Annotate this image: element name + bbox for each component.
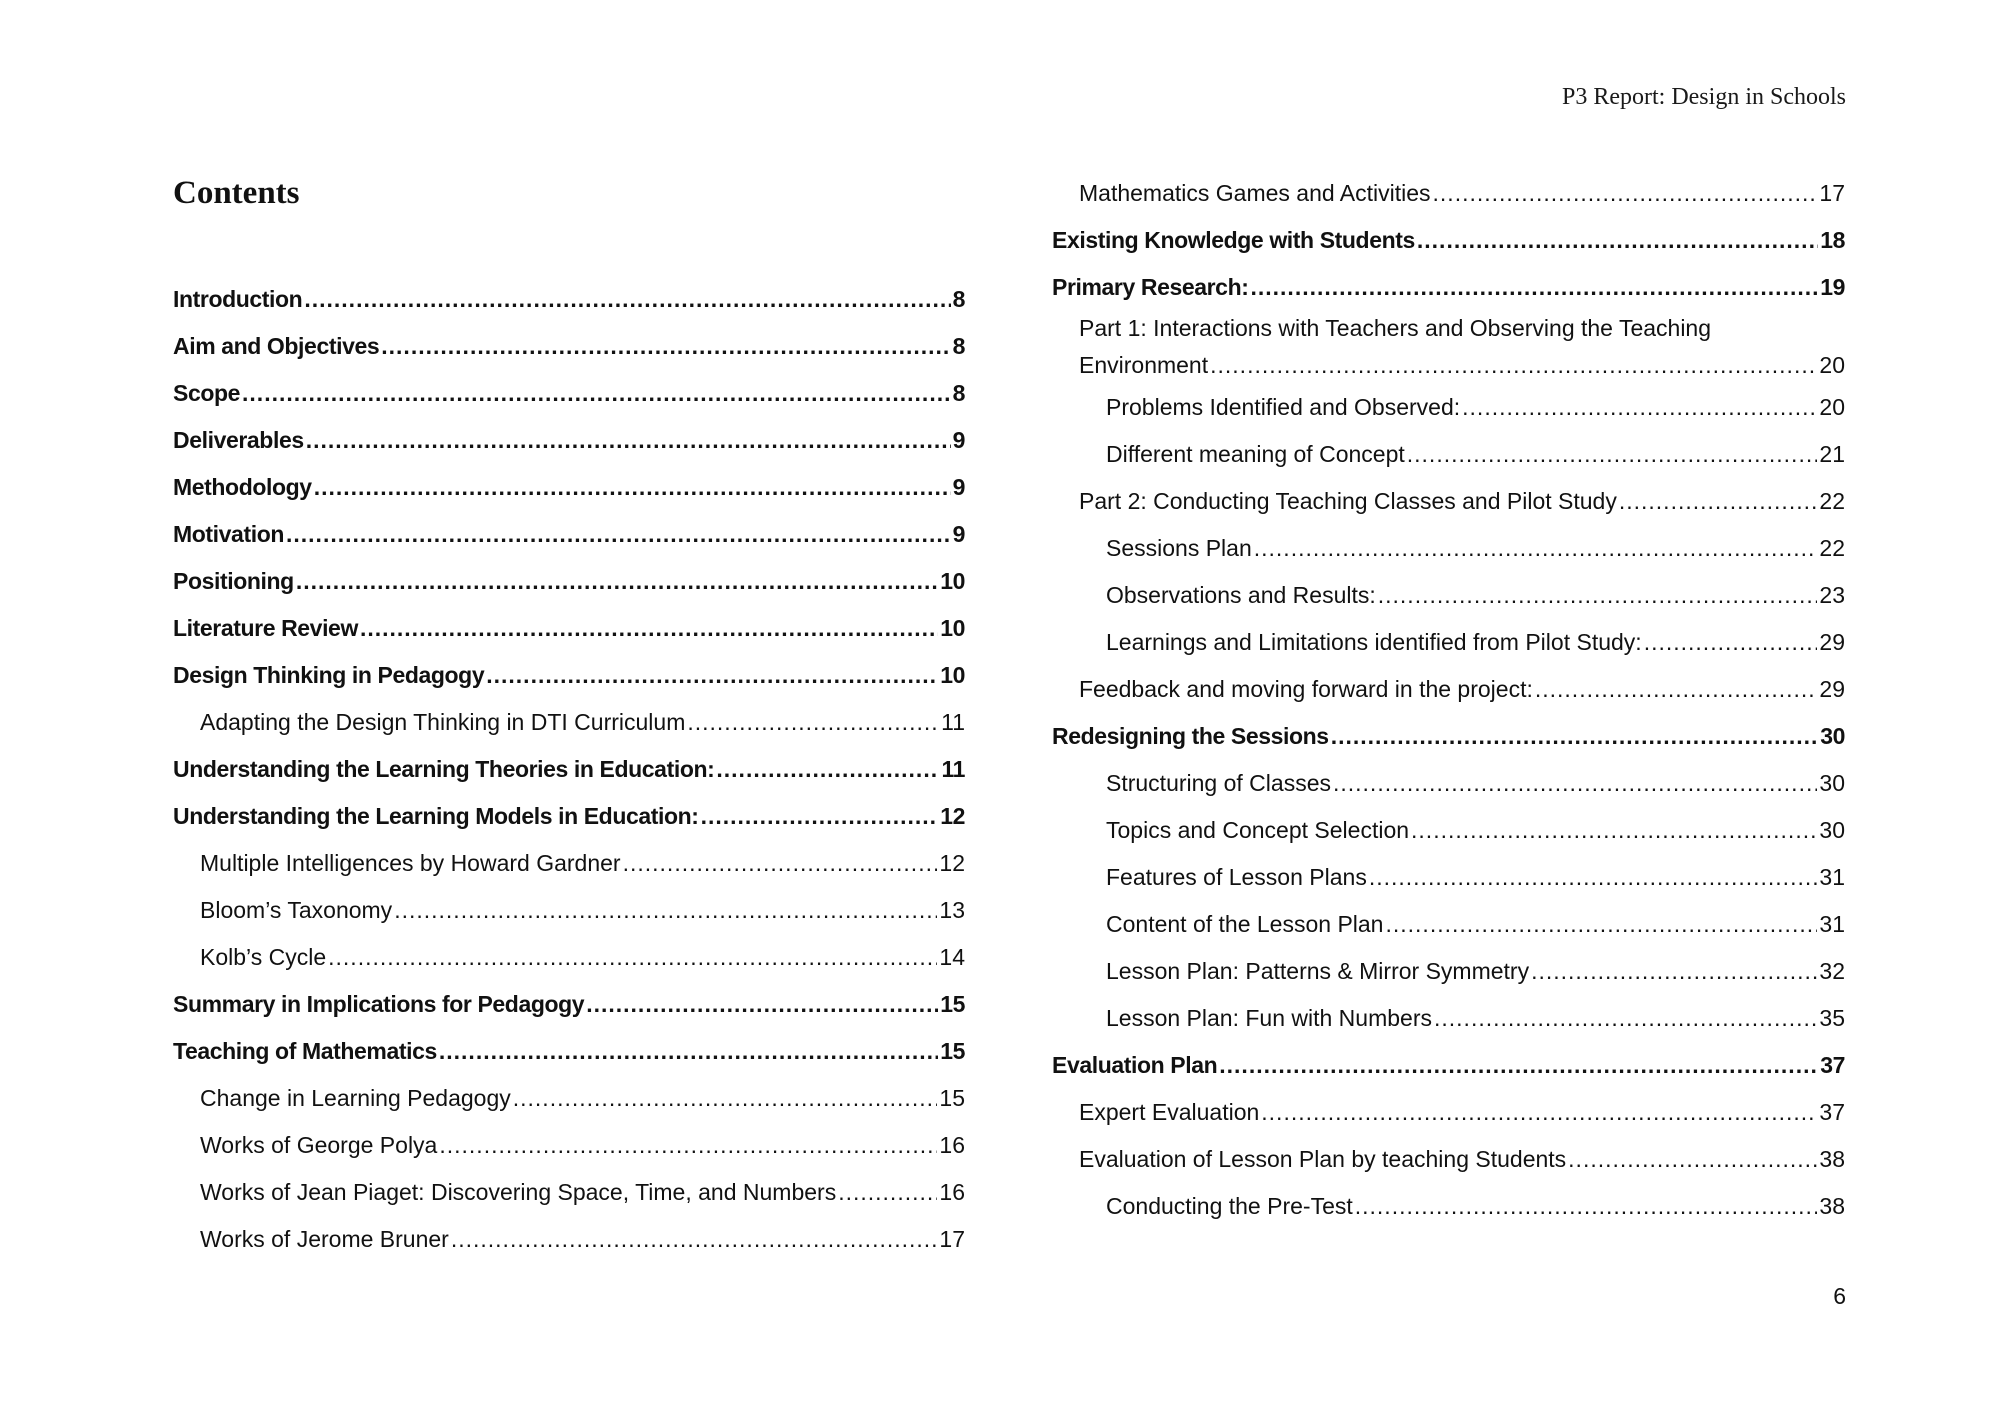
- toc-entry-page: 22: [1819, 535, 1845, 561]
- toc-entry[interactable]: [173, 746, 965, 793]
- dot-leader: [1644, 619, 1818, 666]
- dot-leader: [1535, 666, 1818, 713]
- toc-entry-page: 30: [1819, 817, 1845, 843]
- toc-entry-label: Kolb’s Cycle: [200, 944, 327, 970]
- toc-entry-label: Lesson Plan: Patterns & Mirror Symmetry: [1106, 958, 1530, 984]
- dot-leader: [1411, 807, 1817, 854]
- toc-entry-label: Evaluation Plan: [1052, 1052, 1218, 1078]
- toc-entry-page: 8: [952, 380, 965, 406]
- toc-entry[interactable]: [1052, 1136, 1845, 1183]
- toc-entry-page: 32: [1819, 958, 1845, 984]
- toc-entry-label: Different meaning of Concept: [1106, 441, 1405, 467]
- toc-entry-page: 10: [940, 568, 965, 594]
- toc-entry[interactable]: [1052, 1042, 1845, 1089]
- toc-entry-page: 9: [952, 427, 965, 453]
- toc-entry[interactable]: [1052, 1183, 1845, 1230]
- toc-entry-label: Existing Knowledge with Students: [1052, 227, 1415, 253]
- toc-left-column: [173, 276, 965, 1263]
- toc-entry-label: Aim and Objectives: [173, 333, 380, 359]
- dot-leader: [1462, 384, 1817, 431]
- toc-entry-page: 17: [1819, 180, 1845, 206]
- toc-entry-page: 9: [952, 474, 965, 500]
- toc-entry-label: Literature Review: [173, 615, 358, 641]
- toc-entry-page: 17: [939, 1226, 965, 1252]
- toc-entry-label: Bloom’s Taxonomy: [200, 897, 393, 923]
- toc-entry[interactable]: [173, 511, 965, 558]
- toc-entry-page: 14: [939, 944, 965, 970]
- toc-entry[interactable]: [1052, 760, 1845, 807]
- toc-entry-page: 29: [1819, 629, 1845, 655]
- toc-entry[interactable]: [173, 1122, 965, 1169]
- toc-entry[interactable]: [173, 370, 965, 417]
- toc-entry[interactable]: [1052, 170, 1845, 217]
- dot-leader: [1210, 346, 1817, 384]
- toc-entry-label: Content of the Lesson Plan: [1106, 911, 1384, 937]
- toc-entry[interactable]: [1052, 264, 1845, 311]
- dot-leader: [838, 1169, 937, 1216]
- toc-entry-page: 12: [940, 803, 965, 829]
- toc-entry[interactable]: [1052, 619, 1845, 666]
- toc-entry-page: 20: [1819, 352, 1845, 378]
- dot-leader: [306, 417, 951, 464]
- toc-entry[interactable]: [173, 981, 965, 1028]
- toc-entry-page: 12: [939, 850, 965, 876]
- toc-entry-page: 10: [940, 662, 965, 688]
- toc-entry[interactable]: [173, 276, 965, 323]
- toc-entry-label: Structuring of Classes: [1106, 770, 1331, 796]
- toc-entry[interactable]: [173, 934, 965, 981]
- toc-entry-page: 16: [939, 1132, 965, 1158]
- toc-entry-label: Topics and Concept Selection: [1106, 817, 1410, 843]
- toc-entry[interactable]: [173, 887, 965, 934]
- toc-entry-label: Conducting the Pre-Test: [1106, 1193, 1353, 1219]
- toc-entry-page: 10: [940, 615, 965, 641]
- dot-leader: [1254, 525, 1818, 572]
- toc-entry-label-continued: Environment: [1079, 352, 1209, 378]
- toc-entry[interactable]: [1052, 1089, 1845, 1136]
- toc-entry[interactable]: [1052, 217, 1845, 264]
- toc-entry-page: 9: [952, 521, 965, 547]
- toc-entry-page: 18: [1820, 227, 1845, 253]
- toc-entry-label: Observations and Results:: [1106, 582, 1376, 608]
- toc-entry-page: 37: [1819, 1099, 1845, 1125]
- toc-entry-label: Teaching of Mathematics: [173, 1038, 437, 1064]
- toc-entry[interactable]: [1052, 948, 1845, 995]
- toc-entry[interactable]: [173, 1028, 965, 1075]
- toc-entry[interactable]: [173, 1169, 965, 1216]
- toc-entry-page: 15: [939, 1085, 965, 1111]
- dot-leader: [451, 1216, 938, 1263]
- toc-entry-page: 22: [1819, 488, 1845, 514]
- toc-entry-page: 29: [1819, 676, 1845, 702]
- toc-entry[interactable]: [173, 1075, 965, 1122]
- toc-entry-label: Evaluation of Lesson Plan by teaching Students: [1079, 1146, 1567, 1172]
- toc-entry-page: 8: [952, 333, 965, 359]
- toc-entry-page: 19: [1820, 274, 1845, 300]
- toc-entry-label: Sessions Plan: [1106, 535, 1252, 561]
- toc-entry-label: Methodology: [173, 474, 312, 500]
- toc-entry-page: 35: [1819, 1005, 1845, 1031]
- toc-entry-label: Problems Identified and Observed:: [1106, 394, 1461, 420]
- dot-leader: [716, 746, 939, 793]
- dot-leader: [1261, 1089, 1817, 1136]
- running-header: P3 Report: Design in Schools: [1561, 84, 1846, 110]
- dot-leader: [701, 793, 939, 840]
- dot-leader: [1434, 995, 1817, 1042]
- toc-entry-page: 20: [1819, 394, 1845, 420]
- toc-entry[interactable]: [1052, 311, 1845, 384]
- dot-leader: [360, 605, 938, 652]
- toc-entry[interactable]: [173, 652, 965, 699]
- toc-entry-label: Works of Jerome Bruner: [200, 1226, 449, 1252]
- dot-leader: [1333, 760, 1817, 807]
- toc-entry-label: Works of George Polya: [200, 1132, 438, 1158]
- toc-entry[interactable]: [1052, 807, 1845, 854]
- dot-leader: [1433, 170, 1818, 217]
- dot-leader: [1407, 431, 1818, 478]
- dot-leader: [328, 934, 937, 981]
- toc-entry[interactable]: [173, 558, 965, 605]
- toc-entry[interactable]: [1052, 431, 1845, 478]
- toc-entry-label: Works of Jean Piaget: Discovering Space, Time, and Numbers: [200, 1179, 837, 1205]
- toc-entry[interactable]: [1052, 901, 1845, 948]
- toc-entry-page: 31: [1819, 911, 1845, 937]
- dot-leader: [242, 370, 951, 417]
- toc-entry[interactable]: [1052, 478, 1845, 525]
- dot-leader: [314, 464, 951, 511]
- toc-entry[interactable]: [1052, 525, 1845, 572]
- toc-entry-page: 30: [1820, 723, 1845, 749]
- toc-entry-label: Summary in Implications for Pedagogy: [173, 991, 585, 1017]
- toc-entry-label: Primary Research:: [1052, 274, 1249, 300]
- toc-entry-page: 16: [939, 1179, 965, 1205]
- contents-title: Contents: [173, 175, 300, 211]
- toc-entry-page: 15: [940, 1038, 965, 1064]
- toc-entry-label: Change in Learning Pedagogy: [200, 1085, 511, 1111]
- toc-entry-label: Deliverables: [173, 427, 304, 453]
- dot-leader: [286, 511, 951, 558]
- toc-entry-page: 23: [1819, 582, 1845, 608]
- toc-entry[interactable]: [173, 605, 965, 652]
- toc-entry-label: Motivation: [173, 521, 284, 547]
- dot-leader: [394, 887, 937, 934]
- toc-entry[interactable]: [1052, 995, 1845, 1042]
- dot-leader: [1417, 217, 1818, 264]
- toc-entry-label: Scope: [173, 380, 241, 406]
- toc-entry[interactable]: [173, 417, 965, 464]
- dot-leader: [439, 1028, 938, 1075]
- toc-entry-page: 11: [941, 756, 965, 782]
- toc-entry[interactable]: [1052, 713, 1845, 760]
- toc-entry-page: 30: [1819, 770, 1845, 796]
- dot-leader: [439, 1122, 937, 1169]
- toc-entry-label: Features of Lesson Plans: [1106, 864, 1367, 890]
- dot-leader: [1331, 713, 1819, 760]
- toc-entry-label: Part 1: Interactions with Teachers and Observing the Teaching: [1079, 315, 1712, 341]
- dot-leader: [381, 323, 950, 370]
- toc-entry-label: Design Thinking in Pedagogy: [173, 662, 485, 688]
- toc-entry-page: 13: [939, 897, 965, 923]
- toc-entry[interactable]: [1052, 666, 1845, 713]
- toc-right-column: [1052, 170, 1845, 1230]
- dot-leader: [296, 558, 938, 605]
- toc-entry-label: Expert Evaluation: [1079, 1099, 1260, 1125]
- page-number: 6: [1833, 1283, 1846, 1309]
- toc-entry-page: 8: [952, 286, 965, 312]
- toc-entry-label: Mathematics Games and Activities: [1079, 180, 1431, 206]
- dot-leader: [513, 1075, 938, 1122]
- dot-leader: [1369, 854, 1818, 901]
- toc-entry[interactable]: [1052, 384, 1845, 431]
- toc-entry[interactable]: [173, 464, 965, 511]
- toc-entry-label: Part 2: Conducting Teaching Classes and Pilot Study: [1079, 488, 1617, 514]
- toc-entry-page: 21: [1819, 441, 1845, 467]
- toc-entry-label: Learnings and Limitations identified from Pilot Study:: [1106, 629, 1642, 655]
- dot-leader: [1568, 1136, 1817, 1183]
- dot-leader: [623, 840, 938, 887]
- dot-leader: [1619, 478, 1818, 525]
- toc-entry-page: 37: [1820, 1052, 1845, 1078]
- toc-entry[interactable]: [1052, 854, 1845, 901]
- dot-leader: [1531, 948, 1817, 995]
- dot-leader: [1378, 572, 1818, 619]
- toc-entry-label: Feedback and moving forward in the project:: [1079, 676, 1533, 702]
- toc-entry[interactable]: [173, 1216, 965, 1263]
- toc-entry-label: Adapting the Design Thinking in DTI Curriculum: [200, 709, 686, 735]
- toc-entry-page: 31: [1819, 864, 1845, 890]
- toc-entry-label: Positioning: [173, 568, 294, 594]
- toc-entry[interactable]: [173, 793, 965, 840]
- dot-leader: [486, 652, 938, 699]
- dot-leader: [586, 981, 938, 1028]
- dot-leader: [687, 699, 939, 746]
- toc-entry[interactable]: [1052, 572, 1845, 619]
- toc-entry-label: Multiple Intelligences by Howard Gardner: [200, 850, 621, 876]
- toc-entry-page: 15: [940, 991, 965, 1017]
- toc-entry[interactable]: [173, 699, 965, 746]
- dot-leader: [1385, 901, 1817, 948]
- toc-entry-label: Redesigning the Sessions: [1052, 723, 1329, 749]
- dot-leader: [1250, 264, 1818, 311]
- dot-leader: [1219, 1042, 1818, 1089]
- dot-leader: [304, 276, 950, 323]
- toc-entry-label: Introduction: [173, 286, 303, 312]
- toc-entry-page: 38: [1819, 1146, 1845, 1172]
- toc-entry-label: Lesson Plan: Fun with Numbers: [1106, 1005, 1432, 1031]
- dot-leader: [1355, 1183, 1818, 1230]
- toc-entry[interactable]: [173, 323, 965, 370]
- toc-entry-page: 38: [1819, 1193, 1845, 1219]
- toc-entry-label: Understanding the Learning Theories in Education:: [173, 756, 715, 782]
- toc-entry-label: Understanding the Learning Models in Education:: [173, 803, 699, 829]
- toc-entry-page: 11: [941, 709, 965, 735]
- toc-entry[interactable]: [173, 840, 965, 887]
